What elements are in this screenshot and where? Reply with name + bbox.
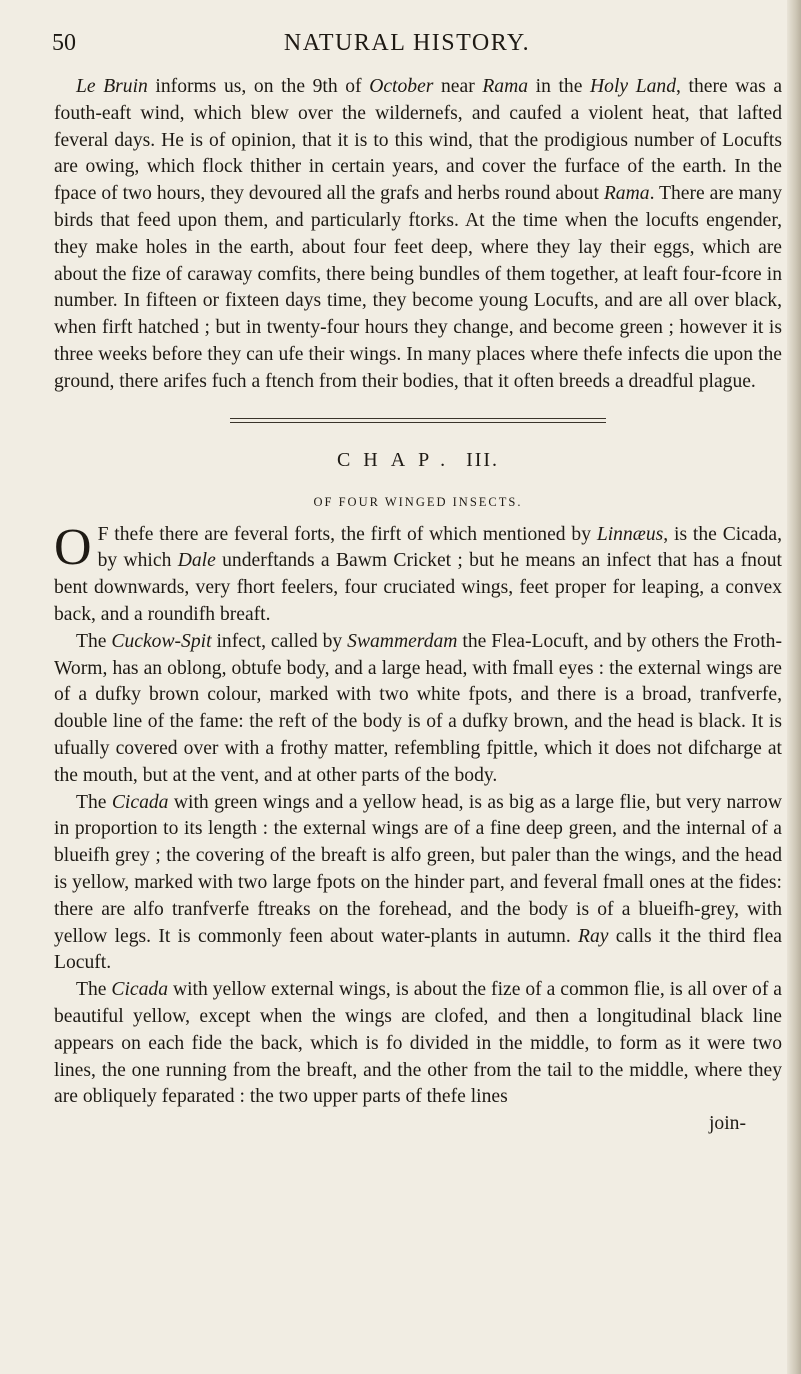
page-header xyxy=(52,30,762,60)
running-head: NATURAL HISTORY. xyxy=(283,30,531,56)
chapter-subtitle: OF FOUR WINGED INSECTS. xyxy=(313,494,523,509)
catchword: join- xyxy=(708,1113,746,1135)
section-rule xyxy=(230,418,606,423)
page-edge xyxy=(787,0,801,1374)
paragraph-green-cicada: The Cicada with green wings and a yellow head, is as big as a large flie, but very narrow in proportion to its length : the external wings are of a fine deep green, and the internal of a blueifh grey ; the covering of the breaft is alfo green, but paler than the wings, and the head is yellow, marked with two large fpots on the hinder part, and feveral fmall ones at the fides: there are alfo tranfverfe ftreaks on the forehead, and the body is of a blueifh-grey, with yellow legs. It is commonly feen about water-plants in autumn. Ray calls it the third flea Locuft. xyxy=(54,791,782,974)
chapter-number: III. xyxy=(466,448,500,471)
page-number: 50 xyxy=(52,30,76,56)
paragraph-yellow-cicada: The Cicada with yellow external wings, is about the fize of a common flie, is all over of a beautiful yellow, except when the wings are clofed, and then a longitudinal black line appears on each fide the back, which is fo divided in the middle, to form as it were two lines, the one running from the breaft, and the other from the tail to the middle, where they are obliquely feparated : the two upper parts of thefe lines xyxy=(54,979,782,1108)
chapter-label: CHAP. xyxy=(336,448,459,471)
paragraph-cicada-intro: O F thefe there are feveral forts, the firft of which mentioned by Linnæus, is the Cicada, by which Dale underftands a Bawm Cricket ; but he means an infect that has a fnout bent downwards, very fhort feelers, four cruciated wings, feet proper for leaping, a convex back, and a roundifh breaft. xyxy=(54,518,782,625)
paragraph-cuckow-spit: The Cuckow-Spit infect, called by Swammerdam the Flea-Locuft, and by others the Froth-Worm, has an oblong, obtufe body, and a large head, with fmall eyes : the external wings are of a dufky brown colour, marked with two white fpots, and there is a broad, tranfverfe, double line of the fame: the reft of the body is of a dufky brown, and the head is black. It is ufually covered over with a frothy matter, refembling fpittle, which it does not difcharge at the mouth, but at the vent, and at other parts of the body. xyxy=(54,630,782,786)
paragraph-locusts: Le Bruin informs us, on the 9th of October near Rama in the Holy Land, there was a fouth-eaft wind, which blew over the wildernefs, and caufed a violent heat, that lafted feveral days. He is of opinion, that it is to this wind, that the prodigious number of Locufts are owing, which flock thither in certain years, and cover the furface of the earth. In the fpace of two hours, they devoured all the grafs and herbs round about Rama. There are many birds that feed upon them, and particularly ftorks. At the time when the locufts engender, they make holes in the earth, about four feet deep, where they lay their eggs, which are about the fize of caraway comfits, there being bundles of them together, at leaft four-fcore in number. In fifteen or fixteen days time, they become young Locufts, and are all over black, when firft hatched ; but in twenty-four hours they change, and become green ; however it is three weeks before they can ufe their wings. In many places where thefe infects die upon the ground, there arifes fuch a ftench from their bodies, that it often breeds a dreadful plague. xyxy=(54,76,783,392)
page-body xyxy=(54,74,782,1137)
drop-cap: O xyxy=(54,518,92,576)
chapter-heading xyxy=(54,449,782,475)
